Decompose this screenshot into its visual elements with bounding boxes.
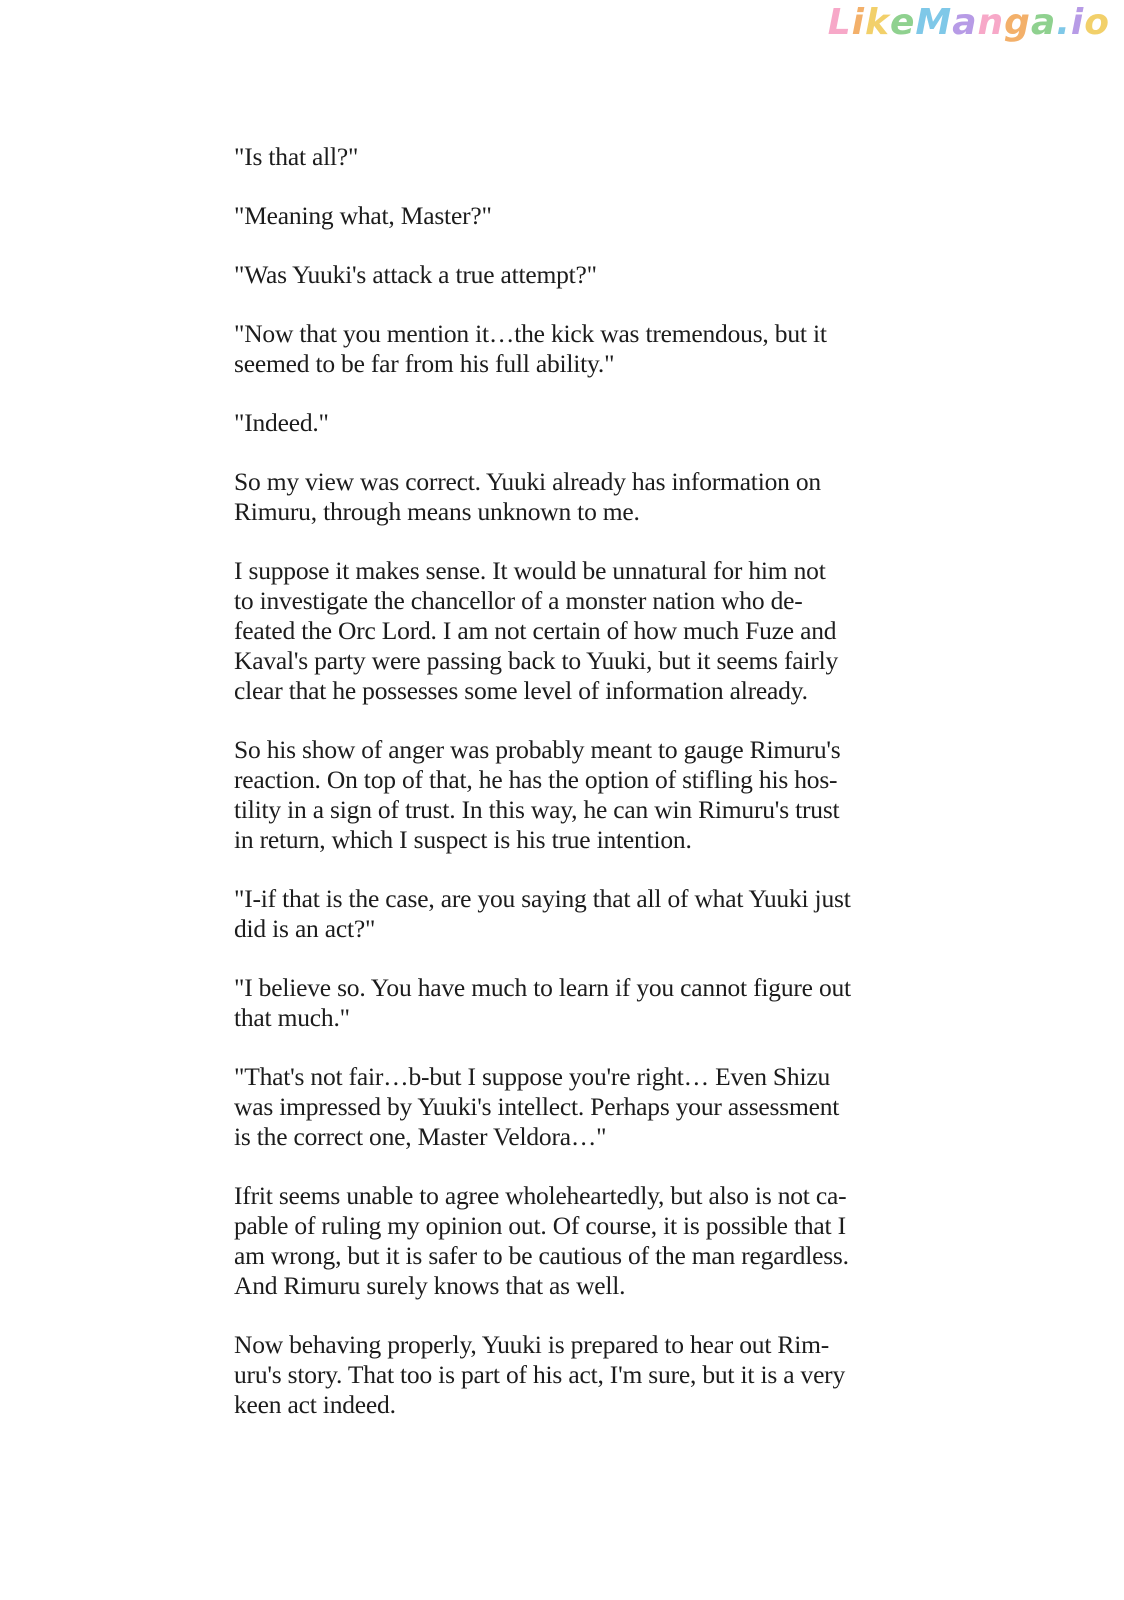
watermark-letter: g xyxy=(1004,2,1031,43)
watermark-letter: k xyxy=(865,2,890,43)
watermark-letter: i xyxy=(851,2,866,43)
paragraph: I suppose it makes sense. It would be unnatural for him not to investigate the chancellor of a monster nation who de- feated the Orc Lord. I am not certain of how much Fuze and Kaval's party were passing back to Yuuki, but it seems fairly clear that he possesses some level of information already. xyxy=(234,556,839,705)
paragraph: So his show of anger was probably meant to gauge Rimuru's reaction. On top of that, he has the option of stifling his hos- tility in a sign of trust. In this way, he can win Rimuru's trust in return, which I suspect is his true intention. xyxy=(234,735,841,854)
watermark-letter: a xyxy=(1030,2,1057,43)
paragraph: Ifrit seems unable to agree wholeheartedly, but also is not ca- pable of ruling my opinion out. Of course, it is possible that I am wrong, but it is safer to be cautious of the man regardless. And Rimuru surely knows that as well. xyxy=(234,1181,849,1300)
watermark-letter: n xyxy=(977,2,1005,43)
novel-page-text xyxy=(234,142,894,1449)
watermark-letter: o xyxy=(1084,2,1110,43)
watermark-letter: i xyxy=(1070,2,1085,43)
watermark-letter: M xyxy=(915,2,953,43)
paragraph: "That's not fair…b-but I suppose you're right… Even Shizu was impressed by Yuuki's intellect. Perhaps your assessment is the correct one, Master Veldora…" xyxy=(234,1062,840,1151)
paragraph: "Now that you mention it…the kick was tremendous, but it seemed to be far from his full ability." xyxy=(234,319,827,378)
paragraph: Now behaving properly, Yuuki is prepared to hear out Rim- uru's story. That too is part of his act, I'm sure, but it is a very keen act indeed. xyxy=(234,1330,846,1419)
paragraph: "I-if that is the case, are you saying that all of what Yuuki just did is an act?" xyxy=(234,884,851,943)
paragraph: "Meaning what, Master?" xyxy=(234,201,492,230)
watermark-letter: . xyxy=(1056,2,1071,43)
paragraph: "Was Yuuki's attack a true attempt?" xyxy=(234,260,597,289)
watermark-letter: L xyxy=(827,2,852,43)
paragraph: "I believe so. You have much to learn if you cannot figure out that much." xyxy=(234,973,851,1032)
paragraph: "Is that all?" xyxy=(234,142,359,171)
watermark-letter: e xyxy=(889,2,916,43)
watermark-letter: a xyxy=(952,2,978,43)
site-watermark-logo xyxy=(828,2,1110,43)
paragraph: So my view was correct. Yuuki already has information on Rimuru, through means unknown to me. xyxy=(234,467,821,526)
paragraph: "Indeed." xyxy=(234,408,329,437)
